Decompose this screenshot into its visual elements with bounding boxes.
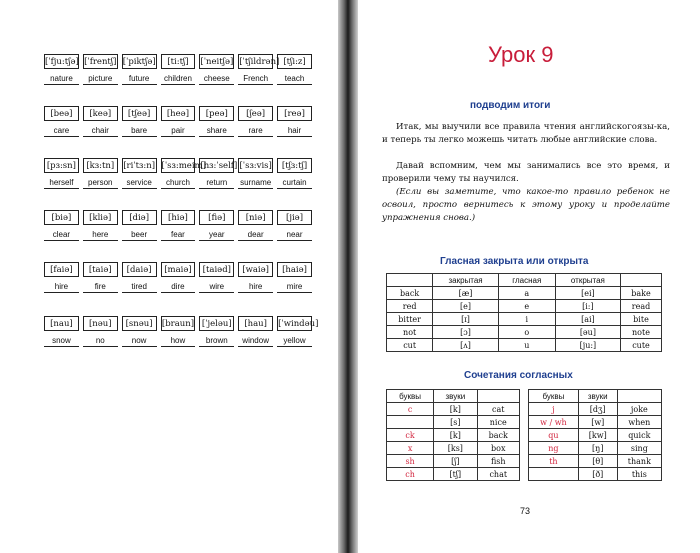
summary-heading: подводим итоги bbox=[470, 100, 551, 111]
ipa-cell: [taiə] bbox=[83, 262, 118, 277]
table-row bbox=[387, 468, 520, 481]
consonant-heading: Сочетания согласных bbox=[464, 370, 573, 381]
ipa-cell: [biə] bbox=[44, 210, 79, 225]
ipa-cell: [fiə] bbox=[199, 210, 234, 225]
word-cell: beer bbox=[122, 225, 157, 241]
example-cell: when bbox=[617, 416, 661, 429]
sound-cell: [dʒ] bbox=[578, 403, 617, 416]
ipa-cell: [reə] bbox=[277, 106, 312, 121]
word-group-1 bbox=[40, 54, 316, 85]
closed-sound: [ɪ] bbox=[433, 313, 499, 326]
vowel-header bbox=[621, 274, 662, 287]
letters-cell: c bbox=[387, 403, 434, 416]
word-cell: picture bbox=[83, 69, 118, 85]
ipa-cell: [peə] bbox=[199, 106, 234, 121]
vowel-letter: a bbox=[498, 287, 555, 300]
open-word: bake bbox=[621, 287, 662, 300]
consonant-header bbox=[617, 390, 661, 403]
ipa-cell: [ˈfrentʃ] bbox=[83, 54, 118, 69]
vowel-letter: u bbox=[498, 339, 555, 352]
word-cell: dire bbox=[161, 277, 196, 293]
word-cell: no bbox=[83, 331, 118, 347]
closed-sound: [e] bbox=[433, 300, 499, 313]
ipa-cell: [heə] bbox=[161, 106, 196, 121]
ipa-cell: [maiə] bbox=[161, 262, 196, 277]
ipa-cell: [ti:tʃ] bbox=[161, 54, 196, 69]
example-cell: fish bbox=[477, 455, 519, 468]
page-number: 73 bbox=[520, 506, 531, 516]
word-cell: hair bbox=[277, 121, 312, 137]
ipa-cell: [nəu] bbox=[83, 316, 118, 331]
word-cell: hire bbox=[238, 277, 273, 293]
ipa-cell: [tʃɜ:tʃ] bbox=[277, 158, 312, 173]
vowel-header: гласная bbox=[498, 274, 555, 287]
ipa-cell: [ˈpiktʃə] bbox=[122, 54, 157, 69]
ipa-cell: [riˈtɜ:n] bbox=[122, 158, 157, 173]
table-row bbox=[387, 442, 520, 455]
sound-cell: [ks] bbox=[434, 442, 477, 455]
word-cell: bare bbox=[122, 121, 157, 137]
table-row bbox=[387, 455, 520, 468]
word-group-5 bbox=[40, 262, 316, 293]
word-cell: snow bbox=[44, 331, 79, 347]
example-cell: back bbox=[477, 429, 519, 442]
vowel-table bbox=[386, 273, 662, 352]
word-cell: hire bbox=[44, 277, 79, 293]
sound-cell: [s] bbox=[434, 416, 477, 429]
table-row bbox=[529, 468, 662, 481]
sound-cell: [w] bbox=[578, 416, 617, 429]
ipa-cell: [snəu] bbox=[122, 316, 157, 331]
word-cell: how bbox=[161, 331, 196, 347]
word-cell: pair bbox=[161, 121, 196, 137]
example-cell: this bbox=[617, 468, 661, 481]
letters-cell: ck bbox=[387, 429, 434, 442]
ipa-cell: [ˈneitʃə] bbox=[199, 54, 234, 69]
closed-sound: [æ] bbox=[433, 287, 499, 300]
letters-cell: qu bbox=[529, 429, 579, 442]
ipa-cell: [kɜ:tn] bbox=[83, 158, 118, 173]
open-sound: [ei] bbox=[555, 287, 620, 300]
closed-sound: [ʌ] bbox=[433, 339, 499, 352]
word-cell: care bbox=[44, 121, 79, 137]
sound-cell: [kw] bbox=[578, 429, 617, 442]
open-word: bite bbox=[621, 313, 662, 326]
parent-note-text: (Если вы заметите, что какое-то правило ребенок не освоил, просто вернитесь к этому уроку и проделайте упражнения снова.) bbox=[382, 187, 670, 223]
word-cell: share bbox=[199, 121, 234, 137]
word-cell: nature bbox=[44, 69, 79, 85]
intro-paragraph bbox=[382, 121, 670, 147]
sound-cell: [ʃ] bbox=[434, 455, 477, 468]
intro-text: Итак, мы выучили все правила чтения английскогоязы-ка, и теперь ты легко можешь читать любые английские слова. bbox=[382, 122, 670, 145]
consonant-header bbox=[477, 390, 519, 403]
example-cell: thank bbox=[617, 455, 661, 468]
ipa-cell: [keə] bbox=[83, 106, 118, 121]
ipa-cell: [ˈtʃildrən] bbox=[238, 54, 273, 69]
ipa-cell: [ˈfju:tʃə] bbox=[44, 54, 79, 69]
book-spine bbox=[338, 0, 358, 553]
sound-cell: [θ] bbox=[578, 455, 617, 468]
table-row bbox=[387, 326, 662, 339]
sound-cell: [ð] bbox=[578, 468, 617, 481]
ipa-cell: [daiə] bbox=[122, 262, 157, 277]
word-group-2 bbox=[40, 106, 316, 137]
word-group-6 bbox=[40, 316, 319, 347]
vowel-letter: i bbox=[498, 313, 555, 326]
ipa-cell: [braun] bbox=[161, 316, 196, 331]
ipa-cell: [hɜ:ˈself] bbox=[199, 158, 234, 173]
table-row bbox=[529, 429, 662, 442]
left-page bbox=[0, 0, 340, 553]
word-cell: year bbox=[199, 225, 234, 241]
ipa-cell: [niə] bbox=[238, 210, 273, 225]
letters-cell: x bbox=[387, 442, 434, 455]
ipa-cell: [ˈsɜ:vis] bbox=[238, 158, 273, 173]
letters-cell: ng bbox=[529, 442, 579, 455]
word-cell: church bbox=[161, 173, 196, 189]
sound-cell: [k] bbox=[434, 429, 477, 442]
letters-cell: th bbox=[529, 455, 579, 468]
table-row bbox=[387, 403, 520, 416]
word-cell: French bbox=[238, 69, 273, 85]
ipa-cell: [beə] bbox=[44, 106, 79, 121]
ipa-cell: [jiə] bbox=[277, 210, 312, 225]
vowel-header: закрытая bbox=[433, 274, 499, 287]
example-cell: quick bbox=[617, 429, 661, 442]
vowel-header: открытая bbox=[555, 274, 620, 287]
sound-cell: [k] bbox=[434, 403, 477, 416]
right-page bbox=[360, 0, 700, 553]
ipa-cell: [taiəd] bbox=[199, 262, 234, 277]
word-cell: curtain bbox=[277, 173, 312, 189]
word-cell: mire bbox=[277, 277, 312, 293]
vowel-letter: e bbox=[498, 300, 555, 313]
ipa-cell: [tʃi:z] bbox=[277, 54, 312, 69]
word-group-4 bbox=[40, 210, 316, 241]
word-cell: surname bbox=[238, 173, 273, 189]
word-cell: near bbox=[277, 225, 312, 241]
consonant-header: звуки bbox=[578, 390, 617, 403]
vowel-header bbox=[387, 274, 433, 287]
open-word: cute bbox=[621, 339, 662, 352]
letters-cell: sh bbox=[387, 455, 434, 468]
word-cell: herself bbox=[44, 173, 79, 189]
example-cell: joke bbox=[617, 403, 661, 416]
word-cell: teach bbox=[277, 69, 312, 85]
ipa-cell: [nau] bbox=[44, 316, 79, 331]
ipa-cell: [kliə] bbox=[83, 210, 118, 225]
word-cell: rare bbox=[238, 121, 273, 137]
ipa-cell: [pɜ:sn] bbox=[44, 158, 79, 173]
letters-cell bbox=[387, 416, 434, 429]
word-cell: fear bbox=[161, 225, 196, 241]
example-cell: nice bbox=[477, 416, 519, 429]
example-cell: sing bbox=[617, 442, 661, 455]
review-text: Давай вспомним, чем мы занимались все это время, и проверили чему ты научился. bbox=[382, 161, 670, 184]
ipa-cell: [ˈwindəu] bbox=[277, 316, 312, 331]
table-row bbox=[387, 287, 662, 300]
word-cell: clear bbox=[44, 225, 79, 241]
vowel-letter: o bbox=[498, 326, 555, 339]
word-cell: service bbox=[122, 173, 157, 189]
table-row bbox=[387, 429, 520, 442]
open-sound: [ai] bbox=[555, 313, 620, 326]
word-cell: here bbox=[83, 225, 118, 241]
word-group-3 bbox=[40, 158, 316, 189]
consonant-header: звуки bbox=[434, 390, 477, 403]
closed-word: bitter bbox=[387, 313, 433, 326]
word-cell: children bbox=[161, 69, 196, 85]
vowel-heading: Гласная закрыта или открыта bbox=[440, 256, 589, 267]
closed-word: back bbox=[387, 287, 433, 300]
word-cell: return bbox=[199, 173, 234, 189]
example-cell: cat bbox=[477, 403, 519, 416]
letters-cell: j bbox=[529, 403, 579, 416]
ipa-cell: [ˈsɜ:meim] bbox=[161, 158, 196, 173]
ipa-cell: [waiə] bbox=[238, 262, 273, 277]
sound-cell: [tʃ] bbox=[434, 468, 477, 481]
review-paragraph bbox=[382, 160, 670, 186]
ipa-cell: [haiə] bbox=[277, 262, 312, 277]
table-row bbox=[387, 300, 662, 313]
table-row bbox=[387, 313, 662, 326]
table-row bbox=[387, 339, 662, 352]
letters-cell: w / wh bbox=[529, 416, 579, 429]
ipa-cell: [faiə] bbox=[44, 262, 79, 277]
word-cell: window bbox=[238, 331, 273, 347]
closed-word: red bbox=[387, 300, 433, 313]
word-cell: tired bbox=[122, 277, 157, 293]
word-cell: fire bbox=[83, 277, 118, 293]
open-word: read bbox=[621, 300, 662, 313]
consonant-table-left bbox=[386, 389, 520, 481]
word-cell: person bbox=[83, 173, 118, 189]
consonant-table-right bbox=[528, 389, 662, 481]
ipa-cell: [hau] bbox=[238, 316, 273, 331]
parent-note bbox=[382, 186, 670, 225]
example-cell: chat bbox=[477, 468, 519, 481]
word-cell: future bbox=[122, 69, 157, 85]
ipa-cell: [diə] bbox=[122, 210, 157, 225]
closed-word: cut bbox=[387, 339, 433, 352]
word-cell: dear bbox=[238, 225, 273, 241]
word-cell: cheese bbox=[199, 69, 234, 85]
word-cell: brown bbox=[199, 331, 234, 347]
word-cell: yellow bbox=[277, 331, 312, 347]
table-row bbox=[387, 416, 520, 429]
open-sound: [ju:] bbox=[555, 339, 620, 352]
table-row bbox=[529, 403, 662, 416]
example-cell: box bbox=[477, 442, 519, 455]
sound-cell: [ŋ] bbox=[578, 442, 617, 455]
ipa-cell: [ʃeə] bbox=[238, 106, 273, 121]
consonant-header: буквы bbox=[529, 390, 579, 403]
closed-sound: [ɔ] bbox=[433, 326, 499, 339]
open-word: note bbox=[621, 326, 662, 339]
table-row bbox=[529, 416, 662, 429]
word-cell: wire bbox=[199, 277, 234, 293]
letters-cell: ch bbox=[387, 468, 434, 481]
word-cell: now bbox=[122, 331, 157, 347]
open-sound: [i:] bbox=[555, 300, 620, 313]
table-row bbox=[529, 442, 662, 455]
table-row bbox=[529, 455, 662, 468]
letters-cell bbox=[529, 468, 579, 481]
ipa-cell: [hiə] bbox=[161, 210, 196, 225]
consonant-header: буквы bbox=[387, 390, 434, 403]
word-cell: chair bbox=[83, 121, 118, 137]
ipa-cell: [ˈjeləu] bbox=[199, 316, 234, 331]
closed-word: not bbox=[387, 326, 433, 339]
open-sound: [əu] bbox=[555, 326, 620, 339]
ipa-cell: [tʃeə] bbox=[122, 106, 157, 121]
lesson-title: Урок 9 bbox=[488, 42, 554, 67]
